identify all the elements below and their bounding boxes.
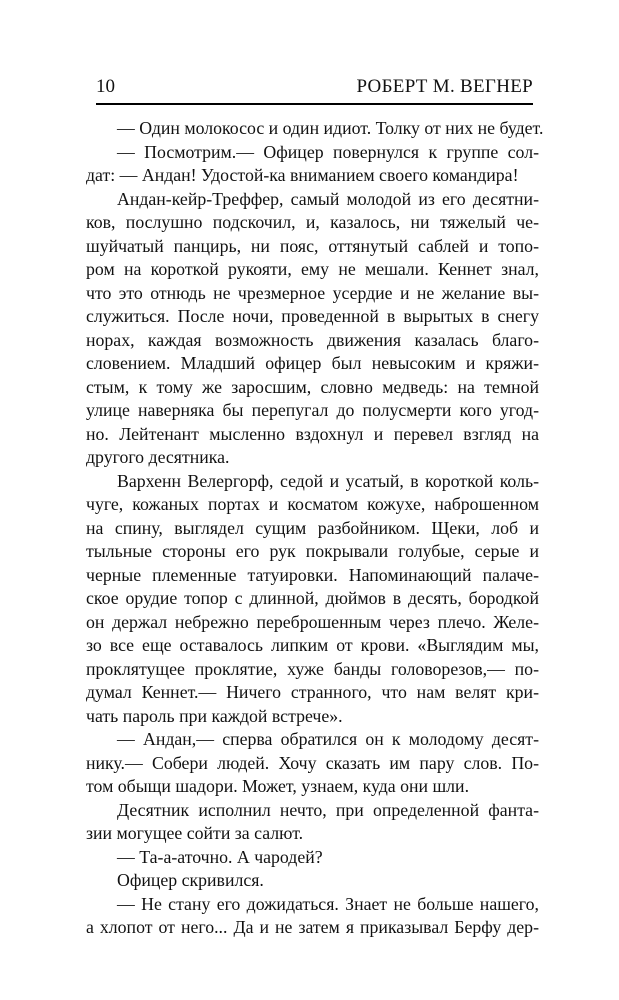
text-line: чать пароль при каждой встрече». <box>86 705 343 726</box>
text-line: Офицер скривился. <box>117 870 264 890</box>
text-line: нику.— Собери людей. Хочу сказать им пару слов. По- <box>86 752 539 773</box>
text-line: — Посмотрим.— Офицер повернулся к группе сол- <box>117 141 539 162</box>
text-line: — Та-а-аточно. А чародей? <box>117 846 323 867</box>
text-line: думал Кеннет.— Ничего странного, что нам велят кри- <box>86 682 539 702</box>
text-line: словением. Младший офицер был невысоким и кряжи- <box>86 353 539 373</box>
text-line: том обыщи шадори. Может, узнаем, куда они шли. <box>86 776 470 796</box>
text-line: он держал небрежно переброшенным через плечо. Желе- <box>86 611 539 632</box>
text-line: проклятущее проклятие, хуже банды головорезов,— по- <box>86 658 539 679</box>
text-line: — Не стану его дожидаться. Знает не больше нашего, <box>117 893 539 914</box>
text-line: на спину, выглядел сущим разбойником. Щеки, лоб и <box>86 517 539 538</box>
text-line: Андан-кейр-Треффер, самый молодой из его десятни- <box>117 188 539 209</box>
text-line: черные племенные татуировки. Напоминающий палаче- <box>86 564 539 585</box>
running-header <box>96 74 533 105</box>
text-line: другого десятника. <box>86 447 230 467</box>
text-line: — Один молокосос и один идиот. Толку от них не будет. <box>117 118 544 138</box>
text-line: стым, к тому же заросшим, словно медведь: на темной <box>86 376 539 397</box>
text-line: Вархенн Велергорф, седой и усатый, в короткой коль- <box>117 470 539 491</box>
text-line: а хлопот от него... Да и не затем я приказывал Берфу дер- <box>86 917 539 937</box>
text-line: что это отнюдь не чрезмерное усердие и не желание вы- <box>86 282 539 303</box>
body-text <box>86 117 544 940</box>
text-line: улице наверняка бы перепугал до полусмерти кого угод- <box>86 400 539 420</box>
text-line: зии могущее сойти за салют. <box>86 823 304 843</box>
text-line: но. Лейтенант мысленно вздохнул и перевел взгляд на <box>86 423 539 444</box>
text-line: ское орудие топор с длинной, дюймов в десять, бородкой <box>86 588 539 608</box>
text-line: дат: — Андан! Удостой-ка вниманием своего командира! <box>86 165 519 185</box>
page-number: 10 <box>96 76 115 97</box>
running-head-author: РОБЕРТ М. ВЕГНЕР <box>356 76 533 97</box>
text-line: ром на короткой рукояти, ему не мешали. Кеннет знал, <box>86 259 539 279</box>
text-line: служиться. После ночи, проведенной в вырытых в снегу <box>86 306 539 326</box>
text-line: Десятник исполнил нечто, при определенной фанта- <box>117 799 539 820</box>
text-line: ков, послушно подскочил, и, казалось, ни тяжелый че- <box>86 212 539 232</box>
text-line: зо все еще оставалось липким от крови. «Выглядим мы, <box>86 635 539 655</box>
text-line: тыльные стороны его рук покрывали голубые, серые и <box>86 541 539 561</box>
text-line: — Андан,— сперва обратился он к молодому десят- <box>117 729 539 749</box>
text-line: норах, каждая возможность движения казалась благо- <box>86 329 539 350</box>
text-line: чуге, кожаных портах и косматом кожухе, наброшенном <box>86 494 539 514</box>
text-line: шуйчатый панцирь, ни пояс, оттянутый саблей и топо- <box>86 235 539 256</box>
